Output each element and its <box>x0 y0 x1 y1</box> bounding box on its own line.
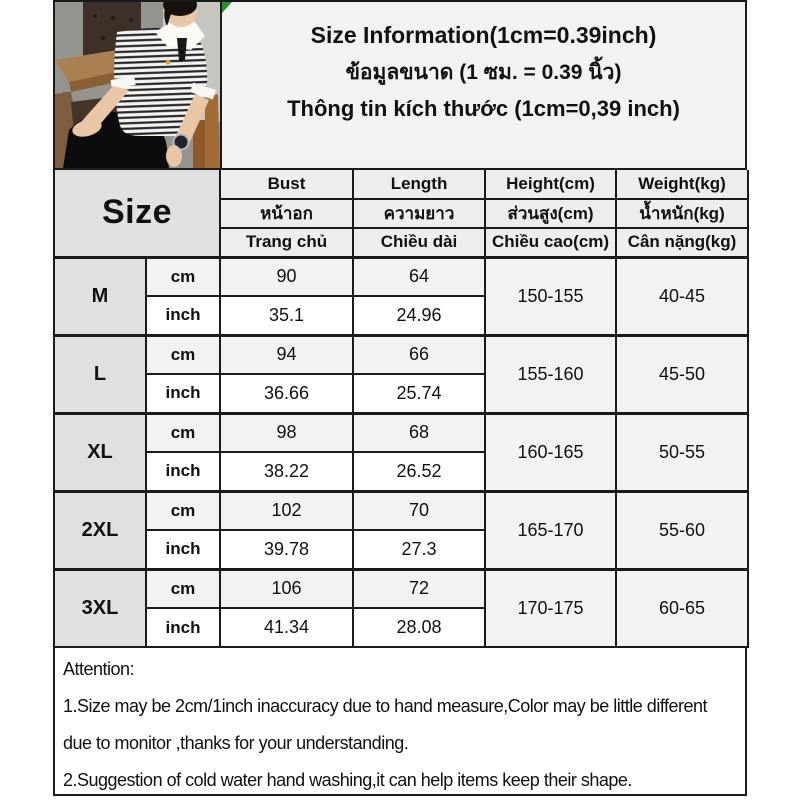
height-range-value: 165-170 <box>485 491 616 569</box>
attention-note <box>53 648 747 796</box>
size-label-3xl: 3XL <box>54 569 146 647</box>
bust-cm-value: 90 <box>220 257 353 296</box>
size-table <box>53 170 749 648</box>
column-header-length-th: ความยาว <box>353 199 485 228</box>
length-cm-value: 72 <box>353 569 485 608</box>
title-box <box>222 2 745 168</box>
size-label-l: L <box>54 335 146 413</box>
size-label-xl: XL <box>54 413 146 491</box>
height-range-value: 155-160 <box>485 335 616 413</box>
unit-label-inch: inch <box>146 296 220 335</box>
column-header-length-vi: Chiều dài <box>353 228 485 257</box>
size-header-cell: Size <box>54 170 220 257</box>
column-header-length-en: Length <box>353 170 485 199</box>
bust-inch-value: 36.66 <box>220 374 353 413</box>
table-row-m-cm <box>54 257 748 296</box>
attention-title: Attention: <box>63 659 135 679</box>
attention-line-1: 1.Size may be 2cm/1inch inaccuracy due to hand measure,Color may be little different due to monitor ,thanks for your understanding. <box>63 696 708 753</box>
length-inch-value: 28.08 <box>353 608 485 647</box>
column-header-weight-th: น้ำหนัก(kg) <box>616 199 748 228</box>
column-header-height-vi: Chiều cao(cm) <box>485 228 616 257</box>
length-inch-value: 26.52 <box>353 452 485 491</box>
bust-cm-value: 106 <box>220 569 353 608</box>
height-range-value: 160-165 <box>485 413 616 491</box>
bust-cm-value: 94 <box>220 335 353 374</box>
length-cm-value: 64 <box>353 257 485 296</box>
column-header-bust-th: หน้าอก <box>220 199 353 228</box>
length-inch-value: 25.74 <box>353 374 485 413</box>
attention-line-2: 2.Suggestion of cold water hand washing,it can help items keep their shape. <box>63 770 632 790</box>
bust-cm-value: 102 <box>220 491 353 530</box>
column-header-weight-vi: Cân nặng(kg) <box>616 228 748 257</box>
chest-logo <box>166 60 171 65</box>
bust-inch-value: 35.1 <box>220 296 353 335</box>
weight-range-value: 60-65 <box>616 569 748 647</box>
photo-illustration <box>55 2 220 168</box>
length-inch-value: 27.3 <box>353 530 485 569</box>
unit-label-inch: inch <box>146 530 220 569</box>
unit-label-cm: cm <box>146 491 220 530</box>
weight-range-value: 55-60 <box>616 491 748 569</box>
length-cm-value: 66 <box>353 335 485 374</box>
title-english: Size Information(1cm=0.39inch) <box>310 22 657 48</box>
table-row-l-cm <box>54 335 748 374</box>
title-vietnamese: Thông tin kích thước (1cm=0,39 inch) <box>287 96 680 121</box>
column-header-weight-en: Weight(kg) <box>616 170 748 199</box>
column-header-height-th: ส่วนสูง(cm) <box>485 199 616 228</box>
column-header-bust-en: Bust <box>220 170 353 199</box>
unit-label-cm: cm <box>146 257 220 296</box>
weight-range-value: 50-55 <box>616 413 748 491</box>
length-cm-value: 68 <box>353 413 485 452</box>
table-row-3xl-cm <box>54 569 748 608</box>
size-label-2xl: 2XL <box>54 491 146 569</box>
green-corner-triangle-icon <box>222 2 232 13</box>
length-cm-value: 70 <box>353 491 485 530</box>
unit-label-cm: cm <box>146 335 220 374</box>
bust-inch-value: 39.78 <box>220 530 353 569</box>
unit-label-cm: cm <box>146 569 220 608</box>
top-section <box>53 0 747 170</box>
table-row-xl-cm <box>54 413 748 452</box>
unit-label-inch: inch <box>146 608 220 647</box>
bust-inch-value: 41.34 <box>220 608 353 647</box>
height-range-value: 170-175 <box>485 569 616 647</box>
unit-label-inch: inch <box>146 374 220 413</box>
table-row-2xl-cm <box>54 491 748 530</box>
unit-label-cm: cm <box>146 413 220 452</box>
bust-inch-value: 38.22 <box>220 452 353 491</box>
column-header-height-en: Height(cm) <box>485 170 616 199</box>
weight-range-value: 40-45 <box>616 257 748 335</box>
header-row-english <box>54 170 748 199</box>
size-label-m: M <box>54 257 146 335</box>
unit-label-inch: inch <box>146 452 220 491</box>
product-photo <box>55 2 222 168</box>
height-range-value: 150-155 <box>485 257 616 335</box>
bust-cm-value: 98 <box>220 413 353 452</box>
size-chart-sheet <box>53 0 747 796</box>
column-header-bust-vi: Trang chủ <box>220 228 353 257</box>
title-thai: ข้อมูลขนาด (1 ซม. = 0.39 นิ้ว) <box>345 61 622 84</box>
length-inch-value: 24.96 <box>353 296 485 335</box>
weight-range-value: 45-50 <box>616 335 748 413</box>
